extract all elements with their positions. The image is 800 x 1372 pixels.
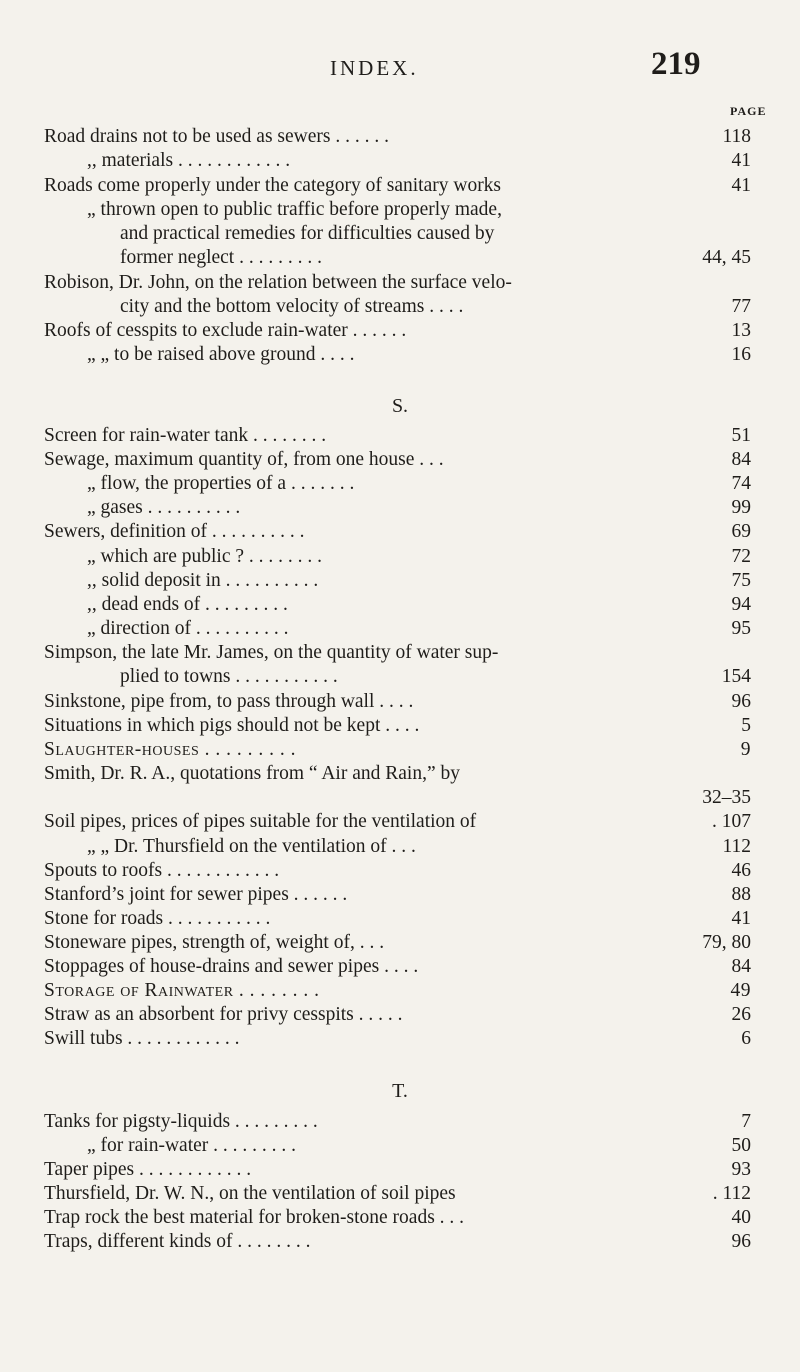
entry-text: „ which are public ? . . . . . . . . <box>87 546 323 567</box>
entry-page: 93 <box>731 1159 751 1180</box>
entry-text: „ for rain-water . . . . . . . . . <box>87 1135 297 1156</box>
entry-page: 75 <box>731 570 751 591</box>
index-entry <box>0 1158 800 1182</box>
index-entry <box>0 1003 800 1027</box>
entry-text: „ „ Dr. Thursfield on the ventilation of . . . <box>87 836 416 857</box>
index-entry <box>0 835 800 859</box>
index-entry <box>0 569 800 593</box>
entry-page: 40 <box>731 1207 751 1228</box>
index-entry <box>0 472 800 496</box>
entry-text: Sewers, definition of . . . . . . . . . . <box>44 521 305 542</box>
entry-text: ,, solid deposit in . . . . . . . . . . <box>87 570 319 591</box>
entry-page: 49 <box>730 980 751 1001</box>
section-heading-s: S. <box>391 395 409 417</box>
entry-text: Robison, Dr. John, on the relation between the surface velo- <box>44 272 512 293</box>
entry-text: Slaughter-houses . . . . . . . . . <box>44 739 296 760</box>
index-entry <box>0 271 800 295</box>
index-entry <box>0 125 800 149</box>
entry-page: 99 <box>731 497 751 518</box>
entry-text: Spouts to roofs . . . . . . . . . . . . <box>44 860 280 881</box>
entry-page: 41 <box>731 150 751 171</box>
entry-page: 26 <box>731 1004 751 1025</box>
entry-page: 46 <box>731 860 751 881</box>
entry-text: city and the bottom velocity of streams . . . . <box>120 296 464 317</box>
entry-text: Straw as an absorbent for privy cesspits . . . . . <box>44 1004 403 1025</box>
entry-text: „ thrown open to public traffic before properly made, <box>87 199 502 220</box>
entry-page: 41 <box>731 908 751 929</box>
running-head: INDEX. <box>330 56 419 80</box>
entry-text: Thursfield, Dr. W. N., on the ventilation of soil pipes <box>44 1183 456 1204</box>
index-entry <box>0 665 800 689</box>
entry-page: 74 <box>731 473 751 494</box>
index-entry <box>0 931 800 955</box>
entry-text: Taper pipes . . . . . . . . . . . . <box>44 1159 252 1180</box>
entry-text: and practical remedies for difficulties caused by <box>120 223 495 244</box>
entry-text: Swill tubs . . . . . . . . . . . . <box>44 1028 240 1049</box>
entry-text: „ flow, the properties of a . . . . . . . <box>87 473 355 494</box>
index-entry <box>0 295 800 319</box>
entry-page: . 107 <box>712 811 751 832</box>
entry-text: Stone for roads . . . . . . . . . . . <box>44 908 271 929</box>
entry-page: 96 <box>731 1231 751 1252</box>
index-entry <box>0 955 800 979</box>
entry-page: 84 <box>731 449 751 470</box>
entry-page: 51 <box>731 425 751 446</box>
entry-page: 5 <box>741 715 751 736</box>
index-entry <box>0 883 800 907</box>
index-entry <box>0 690 800 714</box>
entry-text: Stoneware pipes, strength of, weight of, . . . <box>44 932 385 953</box>
entry-page: 118 <box>722 126 751 147</box>
index-entry <box>0 617 800 641</box>
entry-text: „ gases . . . . . . . . . . <box>87 497 241 518</box>
entry-page: 154 <box>721 666 751 687</box>
entry-page: 112 <box>722 836 751 857</box>
entry-text: „ direction of . . . . . . . . . . <box>87 618 289 639</box>
entry-page: 72 <box>731 546 751 567</box>
entry-text: Road drains not to be used as sewers . . . . . . <box>44 126 389 147</box>
index-entry <box>0 545 800 569</box>
entry-page: 50 <box>731 1135 751 1156</box>
entry-page: 44, 45 <box>702 247 751 268</box>
entry-text: Sinkstone, pipe from, to pass through wall . . . . <box>44 691 414 712</box>
page-number: 219 <box>651 46 701 82</box>
index-entry <box>0 1110 800 1134</box>
entry-text: ,, materials . . . . . . . . . . . . <box>87 150 291 171</box>
index-entry <box>0 762 800 786</box>
entry-page: 79, 80 <box>702 932 751 953</box>
entry-text: plied to towns . . . . . . . . . . . <box>120 666 338 687</box>
entry-text: Soil pipes, prices of pipes suitable for the ventilation of <box>44 811 477 832</box>
entry-page: 96 <box>731 691 751 712</box>
entry-page: . 112 <box>712 1183 751 1204</box>
index-entry <box>0 496 800 520</box>
index-entry <box>0 319 800 343</box>
entry-text: Stoppages of house-drains and sewer pipes . . . . <box>44 956 419 977</box>
index-entry <box>0 246 800 270</box>
index-entry <box>0 520 800 544</box>
entry-page: 94 <box>731 594 751 615</box>
entry-text: Traps, different kinds of . . . . . . . . <box>44 1231 311 1252</box>
entry-page: 16 <box>731 344 751 365</box>
entry-page: 77 <box>731 296 751 317</box>
index-entry <box>0 786 800 810</box>
entry-page: 9 <box>740 739 751 760</box>
entry-page: 69 <box>731 521 751 542</box>
entry-text: Tanks for pigsty-liquids . . . . . . . . . <box>44 1111 318 1132</box>
index-entry <box>0 859 800 883</box>
entry-text: Sewage, maximum quantity of, from one house . . . <box>44 449 444 470</box>
index-entry <box>0 714 800 738</box>
entry-page: 32–35 <box>702 787 751 808</box>
index-entry <box>0 1027 800 1051</box>
index-entry <box>0 907 800 931</box>
entry-text: Roofs of cesspits to exclude rain-water . . . . . . <box>44 320 407 341</box>
index-entry <box>0 1230 800 1254</box>
entry-page: 7 <box>741 1111 751 1132</box>
entry-page: 88 <box>731 884 751 905</box>
entry-text: Roads come properly under the category of sanitary works <box>44 175 502 196</box>
entry-page: 6 <box>741 1028 751 1049</box>
entry-page: 13 <box>731 320 751 341</box>
index-entry <box>0 593 800 617</box>
entry-text: Trap rock the best material for broken-stone roads . . . <box>44 1207 465 1228</box>
entry-page: 84 <box>731 956 751 977</box>
entry-text: „ „ to be raised above ground . . . . <box>87 344 355 365</box>
entry-text: ,, dead ends of . . . . . . . . . <box>87 594 288 615</box>
index-entry <box>0 1134 800 1158</box>
index-entry <box>0 738 800 762</box>
page-column-label: PAGE <box>730 104 767 118</box>
index-entry <box>0 1206 800 1230</box>
section-heading-t: T. <box>392 1080 408 1102</box>
index-entry <box>0 222 800 246</box>
entry-text: Storage of Rainwater . . . . . . . . <box>44 980 320 1001</box>
index-entry <box>0 810 800 834</box>
entry-text: Stanford’s joint for sewer pipes . . . . . . <box>44 884 348 905</box>
entry-text: Simpson, the late Mr. James, on the quantity of water sup- <box>44 642 499 663</box>
index-entry <box>0 424 800 448</box>
index-entry <box>0 149 800 173</box>
entry-page: 41 <box>731 175 751 196</box>
index-entry <box>0 343 800 367</box>
index-entry <box>0 1182 800 1206</box>
index-entry <box>0 174 800 198</box>
index-entry <box>0 198 800 222</box>
entry-text: Smith, Dr. R. A., quotations from “ Air and Rain,” by <box>44 763 460 784</box>
index-entry <box>0 448 800 472</box>
entry-text: Situations in which pigs should not be kept . . . . <box>44 715 420 736</box>
entry-text: former neglect . . . . . . . . . <box>120 247 322 268</box>
index-entry <box>0 641 800 665</box>
entry-text: Screen for rain-water tank . . . . . . . . <box>44 425 327 446</box>
page-header <box>0 46 800 86</box>
index-entry <box>0 979 800 1003</box>
entry-page: 95 <box>731 618 751 639</box>
